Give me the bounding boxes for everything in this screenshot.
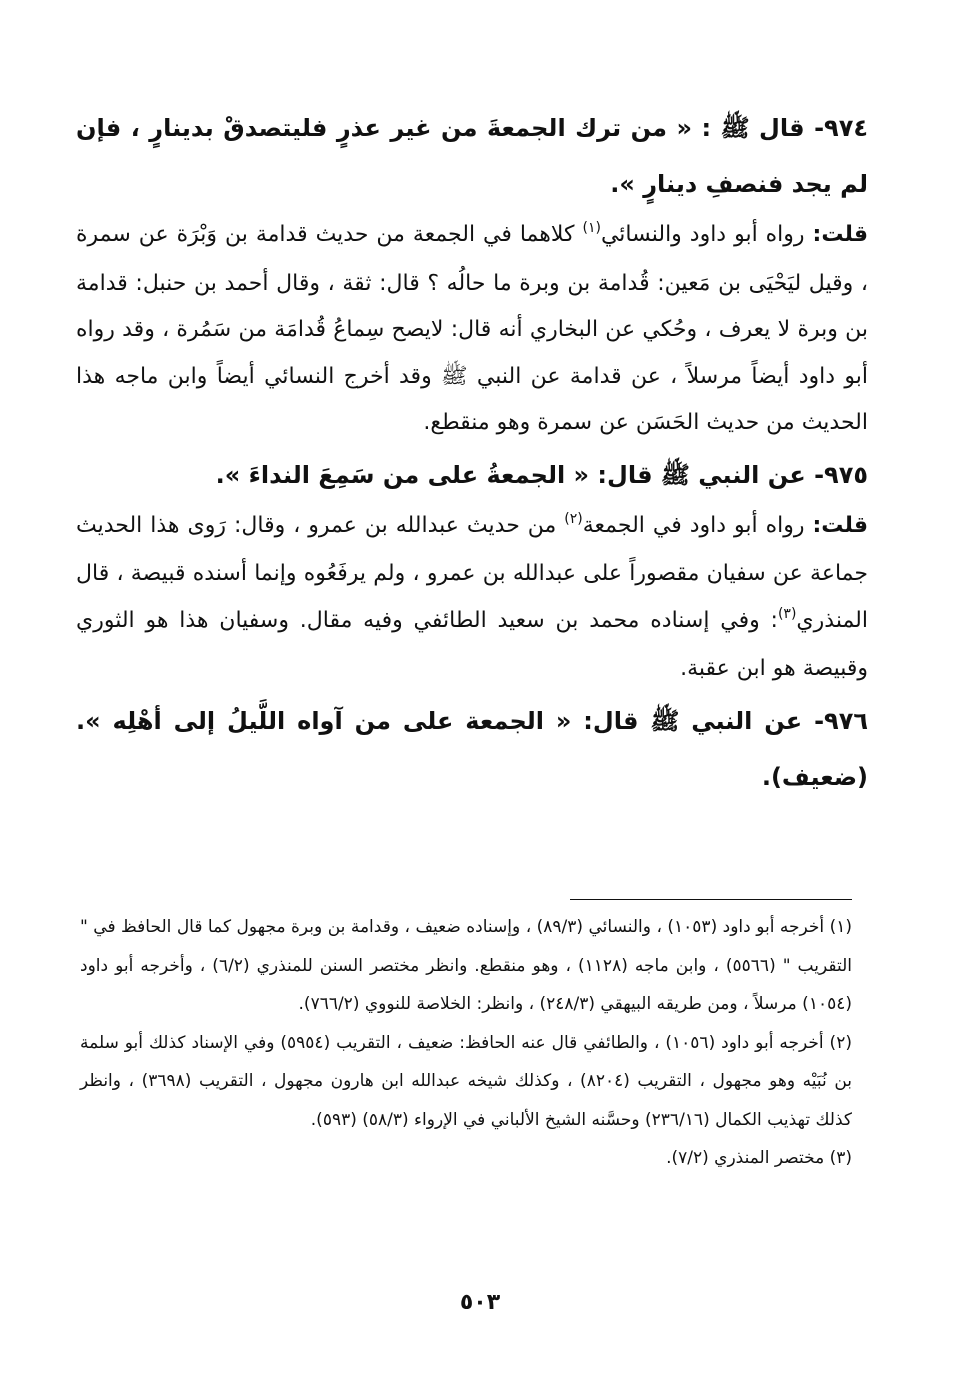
- hadith-976: ٩٧٦- عن النبي ﷺ قال: « الجمعة على من آواه اللَّيلُ إلى أهْلِه ». (ضعيف).: [76, 706, 868, 791]
- qult-label: قلت:: [812, 222, 868, 247]
- comment-text: رواه أبو داود في الجمعة: [582, 512, 805, 538]
- footnote-ref[interactable]: (١): [582, 220, 601, 236]
- hadith-975: ٩٧٥- عن النبي ﷺ قال: « الجمعةُ على من سَمِعَ النداءَ ».: [215, 460, 868, 489]
- qult-label: قلت:: [812, 512, 868, 538]
- footnote-divider: [570, 899, 852, 900]
- comment-974: [76, 212, 868, 447]
- footnote-3: (٣) مختصر المنذري (٧/٢).: [666, 1148, 852, 1168]
- comment-text: من حديث عبدالله بن عمرو ، وقال: رَوى هذا الحديث جماعة عن سفيان مقصوراً على عبدالله بن عمرو ، ولم يرفَعُوه وإنما أسنده قبيصة ، قال المنذري: [76, 512, 868, 633]
- comment-975: [76, 503, 868, 693]
- footnotes: [80, 908, 852, 1178]
- footnote-ref[interactable]: (٢): [564, 510, 583, 527]
- footnote-ref[interactable]: (٣): [777, 605, 797, 622]
- main-text: [76, 100, 868, 805]
- page-number: ٥٠٣: [459, 1290, 501, 1315]
- comment-text: كلاهما في الجمعة من حديث قدامة بن وَبْرَة عن سمرة ، وقيل ليَحْيَى بن مَعين: قُدامة بن وبرة ما حالُه ؟ قال: ثقة ، وقال أحمد بن حنبل: قدامة بن وبرة لا يعرف ، وحُكي عن البخاري أنه قال: لايصح سِماعُ قُدامَة من سَمُرة ، وقد رواه أبو داود أيضاً مرسلاً ، عن قدامة عن النبي ﷺ وقد أخرج النسائي أيضاً وابن ماجه هذا الحديث من حديث الحَسَن عن سمرة وهو منقطع.: [76, 222, 868, 435]
- comment-text: : وفي إسناده محمد بن سعيد الطائفي وفيه مقال. وسفيان هذا هو الثوري وقبيصة هو ابن عقبة.: [76, 607, 868, 681]
- footnote-2: (٢) أخرجه أبو داود (١٠٥٦) ، والطائفي قال عنه الحافظ: ضعيف ، التقريب (٥٩٥٤) وفي الإسناد كذلك أبو سلمة بن نُبَيْه وهو مجهول ، التقريب (٨٢٠٤) ، وكذلك شيخه عبدالله ابن هارون مجهول ، التقريب (٣٦٩٨) ، وانظر كذلك تهذيب الكمال (٢٣٦/١٦) وحسَّنه الشيخ الألباني في الإرواء (٥٨/٣) (٥٩٣).: [80, 1032, 852, 1130]
- footnote-1: (١) أخرجه أبو داود (١٠٥٣) ، والنسائي (٨٩/٣) ، وإسناده ضعيف ، وقدامة بن وبرة مجهول كما قال الحافظ في " التقريب " (٥٥٦٦) ، وابن ماجه (١١٢٨) ، وهو منقطع. وانظر مختصر السنن للمنذري (٦/٢) ، وأخرجه أبو داود (١٠٥٤) مرسلاً ، ومن طريقه البيهقي (٢٤٨/٣) ، وانظر: الخلاصة للنووي (٧٦٦/٢).: [80, 917, 852, 1014]
- hadith-974: ٩٧٤- قال ﷺ : « من ترك الجمعةَ من غير عذرٍ فليتصدقْ بدينارٍ ، فإن لم يجد فنصفِ دينارٍ ».: [76, 114, 868, 198]
- comment-text: رواه أبو داود والنسائي: [600, 222, 805, 247]
